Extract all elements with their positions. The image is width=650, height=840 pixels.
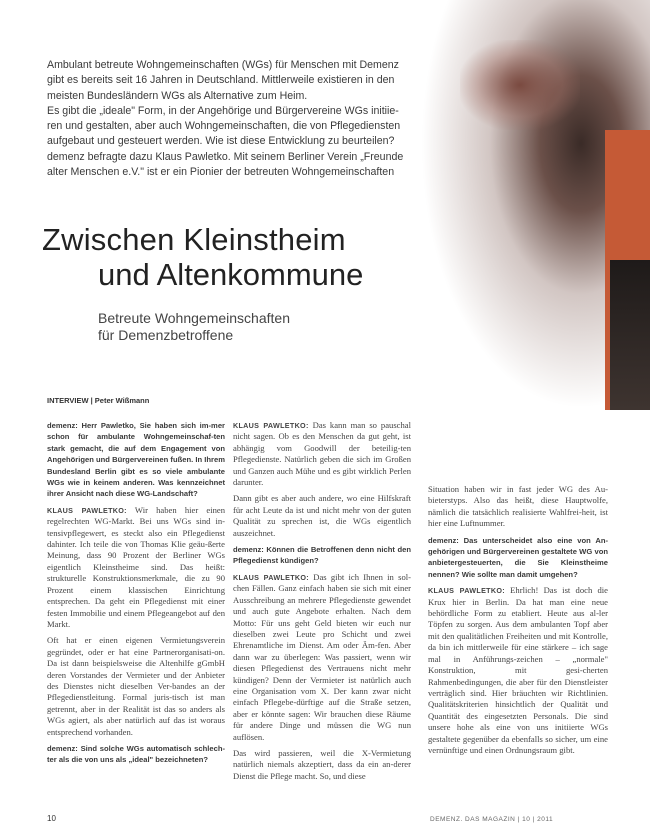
subtitle-line1: Betreute Wohngemeinschaften — [98, 310, 290, 326]
interview-answer — [47, 505, 225, 630]
byline: INTERVIEW | Peter Wißmann — [47, 396, 150, 405]
speaker-label: KLAUS PAWLETKO: — [47, 505, 127, 515]
intro-line: alter Menschen e.V." ist er ein Pionier der betreuten Wohngemeinschaften — [47, 166, 395, 179]
speaker-label: KLAUS PAWLETKO: — [428, 586, 505, 596]
paragraph: Oft hat er einen eigenen Vermietungsverein gegründet, oder er hat eine Partnerorganisati-on. Da ist dann beispielsweise die Altenhilfe gGmbH deren Vorstandes der Vermieter und der Anbieter des Dienstes nicht dieselben Ver-bandes an der Pflegedienstleitung. Formal juris-tisch ist man getrennt, aber in der Realität ist das so anders als WGs agiert, als aber natürlich auf das ist woraus entsprechend vorhanden. — [47, 635, 225, 737]
paragraph: Dann gibt es aber auch andere, wo eine Hilfskraft für acht Leute da ist und nicht mehr von der guten Qualität zu sprechen ist, die WGs eigentlich auszeichnet. — [233, 493, 411, 538]
interview-answer — [428, 585, 608, 756]
answer-text: Wir haben hier einen regelrechten WG-Markt. Bei uns WGs sind in-tensivpflegewert, es steckt also ein Pflegedienst dahinter. Ich teile die von Thomas Klie geäu-ßerte Meinung, dass 90 Prozent der Berliner WGs eigentlich Kleinstheime sind. Das heißt: strukturelle Konstruktionsmerkmale, die zu 90 Prozent einem klassischen Einrichtung entsprechen. Da geht ein Pflegedienst mit einer festen Immobilie und einem Pflegeangebot auf den Markt. — [47, 504, 225, 629]
interview-question: demenz: Herr Pawletko, Sie haben sich im-mer schon für ambulante Wohngemeinschaf-ten stark gemacht, die auf dem Engagement von Angehörigen und Bürgervereinen fußen. In Ihrem Bundesland Berlin gibt es so viele ambulante WGs wie in keinem anderen. Was kennzeichnet ihrer Ansicht nach diese WG-Landschaft? — [47, 421, 225, 499]
intro-line: demenz befragte dazu Klaus Pawletko. Mit seinem Berliner Verein „Freunde — [47, 150, 404, 163]
intro-text — [47, 58, 417, 180]
answer-text: Das gibt ich Ihnen in sol-chen Fällen. Ganz einfach haben sie sich mit einer Ausschreibung an mehrere Pflegedienste gewendet und auch gute Angebote erhalten. Nach dem Motto: Für uns geht Geld bieten wir euch nur dieselben zwei Leute pro Schicht und zwei Ehrenamtliche im Dienst. Am oder Äm-fen. Aber dann war zu überlegen: Was passiert, wenn wir diesen Pflegedienst des Vertrauens nicht mehr kündigen? Denn der Vermieter ist natürlich auch eine Organisation vom X. Der kann zwar nicht einfach Pflegebe-dürftige auf die Straße setzen, aber er könnte sagen: Wir brauchen diese Räume für andere Dinge und müssen die WG nun auflösen. — [233, 571, 411, 742]
intro-line: Es gibt die „ideale" Form, in der Angehörige und Bürgervereine WGs initiie- — [47, 104, 399, 117]
interview-question: demenz: Sind solche WGs automatisch schlech-ter als die von uns als „ideal" bezeichneten? — [47, 743, 225, 765]
interview-question: demenz: Können die Betroffenen denn nicht den Pflegedienst kündigen? — [233, 545, 411, 566]
page-number: 10 — [47, 814, 56, 823]
intro-line: gibt es bereits seit 16 Jahren in Deutschland. Mittlerweile existieren in den — [47, 74, 395, 87]
answer-text: Ehrlich! Das ist doch die Krux hier in Berlin. Da hat man eine neue behördliche Form zu etabliert. Heute aus al-ler Töpfen zu sorgen. Aus dem ambulanten Topf aber mit den qualitätlichen Freiheiten und mit Kontrolle, da bin ich mittlerweile für eine stärkere – ich sage mal in Anführungs-zeichen – „normale" Konstruktion, mit gesi-cherten Rahmenbedingungen, die aber für den Dienstleister verträglich sind. Hier bräuchten wir Richtlinien. Qualitätskriterien hinsichtlich der Qualität und Quantität des eingesetzten Personals. Die sind unsere hohe als eine von uns initiierte WGs gestaltete gegenüber da ebenfalls so sicher, um eine vernünftige und einen Ordnungsraum gibt. — [428, 585, 608, 755]
interview-answer — [233, 572, 411, 743]
photo-dark-shape — [610, 260, 650, 410]
paragraph: Situation haben wir in fast jeder WG des Au-bieterstyps. Also das heißt, diese Hauptwolfe, nämlich die tatsächlich realisierte Wahlfrei-heit, ist hier eine Luftnummer. — [428, 484, 608, 529]
page-footer: DEMENZ. DAS MAGAZIN | 10 | 2011 — [430, 816, 554, 823]
page-title-line1: Zwischen Kleinstheim — [42, 222, 346, 257]
subtitle-line2: für Demenzbetroffene — [98, 327, 234, 343]
header-photo — [420, 0, 650, 410]
interview-answer — [233, 420, 411, 488]
article-column-3 — [428, 484, 608, 761]
speaker-label: KLAUS PAWLETKO: — [233, 572, 309, 582]
photo-blur-accent — [460, 40, 580, 130]
intro-line: meisten Bundesländern WGs als Alternative zum Heim. — [47, 89, 308, 102]
intro-line: aufgebaut und gesteuert werden. Wie ist diese Entwicklung zu beurteilen? — [47, 135, 395, 148]
paragraph: Das wird passieren, weil die X-Vermietung natürlich niemals akzeptiert, dass da ein an-derer Dienst die Pflege macht. So, und diese — [233, 747, 411, 781]
article-column-2 — [233, 420, 411, 787]
article-column-1 — [47, 420, 225, 771]
intro-line: ren und gestalten, aber auch Wohngemeinschaften, die von Pflegediensten — [47, 120, 401, 133]
page-title-line2: und Altenkommune — [98, 257, 364, 292]
answer-text: Das kann man so pauschal nicht sagen. Ob es den Menschen da gut geht, ist abhängig vom Goodwill der beteilig-ten Pflegedienste. Natürlich geben die sich im Großen und Ganzen auch Mühe und es gibt wirklich Perlen darunter. — [233, 420, 411, 488]
interview-question: demenz: Das unterscheidet also eine von An-gehörigen und Bürgervereinen gestaltete WG von anbietergesteuerten, die Sie Kleinstheime nennen? Wie sollte man damit umgehen? — [428, 535, 608, 579]
intro-line: Ambulant betreute Wohngemeinschaften (WGs) für Menschen mit Demenz — [47, 59, 399, 71]
subtitle — [98, 310, 290, 344]
speaker-label: KLAUS PAWLETKO: — [233, 421, 309, 430]
